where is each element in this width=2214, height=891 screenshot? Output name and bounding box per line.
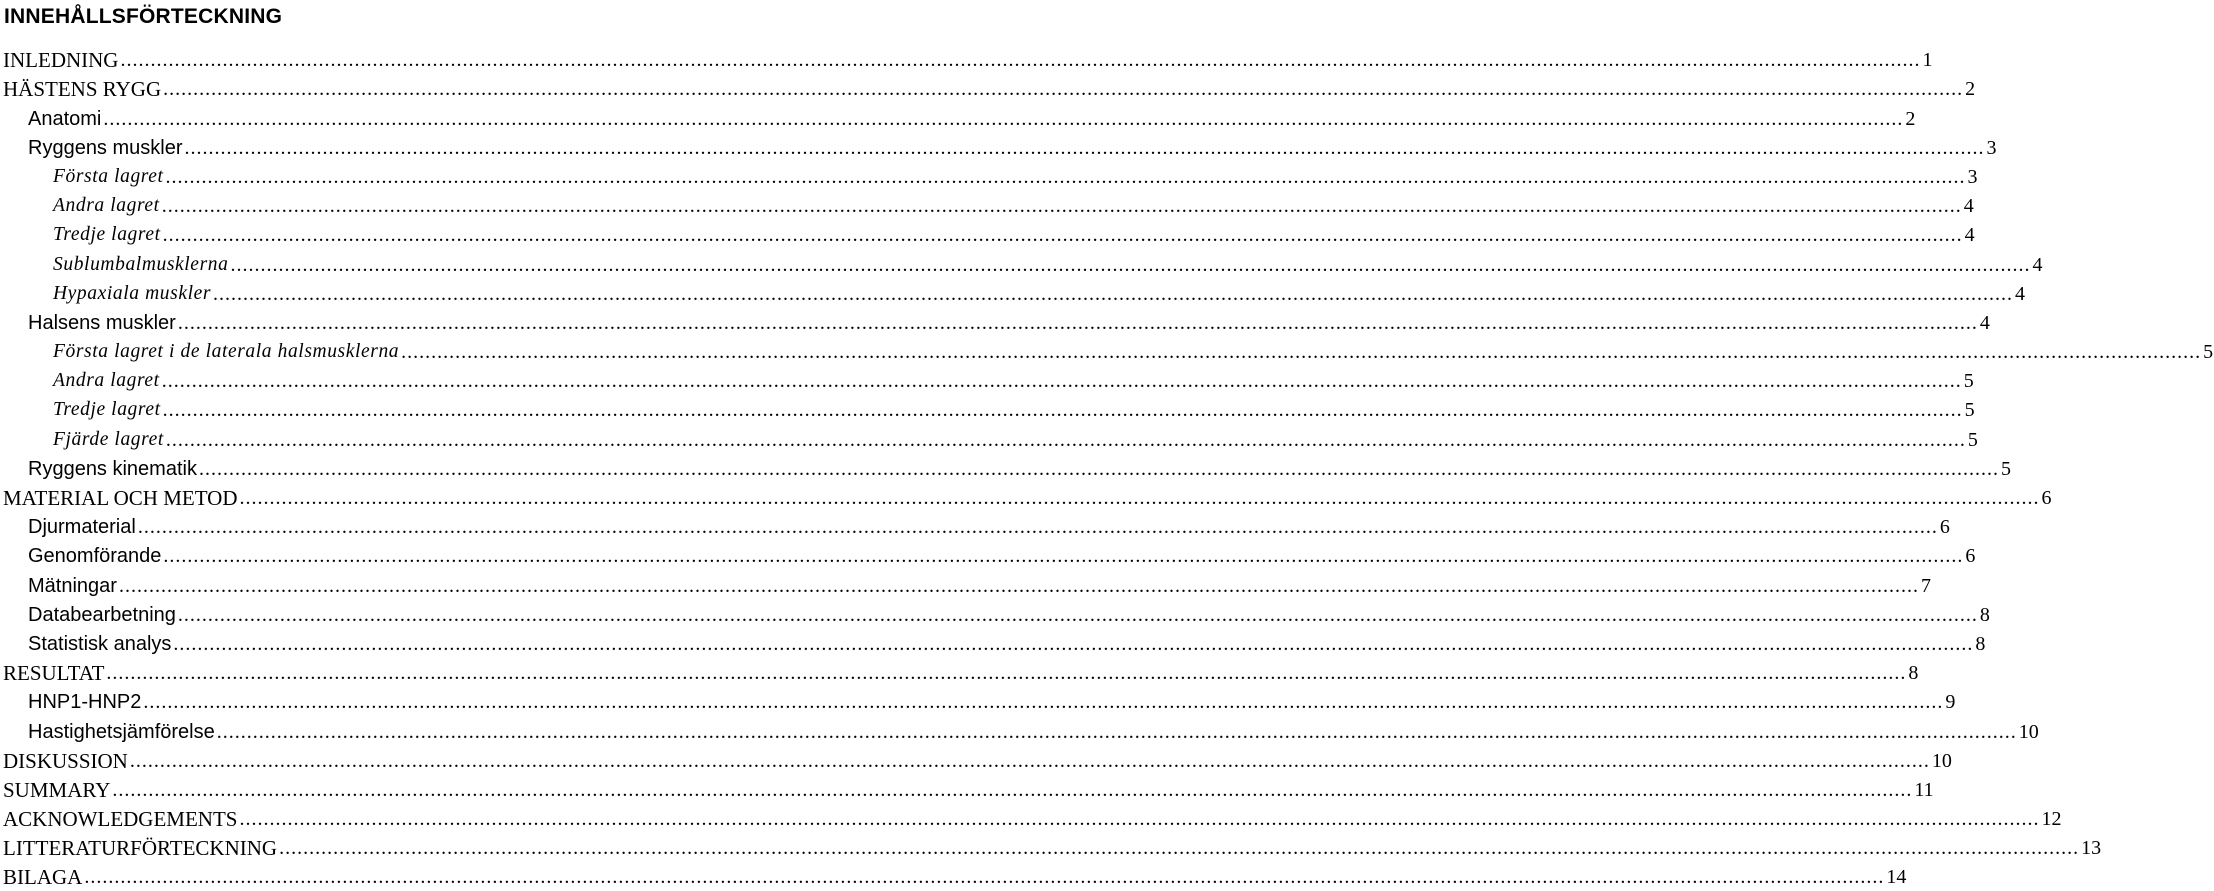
toc-entry-page-number: 3 <box>1986 136 1997 159</box>
toc-entry[interactable] <box>0 831 2102 861</box>
toc-entry[interactable] <box>0 627 1986 656</box>
dot-leader: ............................................................................................................................................................................................................................................................................................................ <box>198 457 1999 480</box>
dot-leader: ............................................................................................................................................................................................................................................................................................................ <box>163 78 1964 101</box>
toc-entry[interactable] <box>0 393 1976 422</box>
toc-entry-label: LITTERATURFÖRTECKNING <box>3 836 278 861</box>
dot-leader: ............................................................................................................................................................................................................................................................................................................ <box>112 778 1913 801</box>
toc-entry[interactable] <box>0 277 2026 306</box>
toc-entry-label: Djurmaterial <box>28 516 136 539</box>
toc-entry[interactable] <box>0 43 1933 73</box>
toc-entry-page-number: 10 <box>1931 749 1952 772</box>
dot-leader: ............................................................................................................................................................................................................................................................................................................ <box>216 720 2017 743</box>
toc-entry-label: Hypaxiala muskler <box>53 282 212 304</box>
toc-entry-page-number: 5 <box>1967 428 1979 451</box>
toc-entry[interactable] <box>0 72 1976 102</box>
toc-entry-page-number: 6 <box>1965 545 1976 568</box>
toc-entry-page-number: 10 <box>2018 720 2039 743</box>
toc-entry-page-number: 4 <box>2032 253 2044 276</box>
dot-leader: ............................................................................................................................................................................................................................................................................................................ <box>230 253 2031 276</box>
toc-entry-label: RESULTAT <box>3 661 105 686</box>
toc-entry-page-number: 8 <box>1975 632 1986 655</box>
dot-leader: ............................................................................................................................................................................................................................................................................................................ <box>137 516 1938 539</box>
toc-entry-page-number: 6 <box>1939 516 1950 539</box>
dot-leader: ............................................................................................................................................................................................................................................................................................................ <box>165 165 1966 188</box>
dot-leader: ............................................................................................................................................................................................................................................................................................................ <box>213 282 2014 305</box>
toc-entry[interactable] <box>0 189 1975 218</box>
dot-leader: ............................................................................................................................................................................................................................................................................................................ <box>279 837 2080 860</box>
toc-entry[interactable] <box>0 364 1975 393</box>
toc-entry[interactable] <box>0 539 1976 568</box>
toc-entry[interactable] <box>0 656 1919 686</box>
dot-leader: ............................................................................................................................................................................................................................................................................................................ <box>165 428 1966 451</box>
toc-entry[interactable] <box>0 568 1931 597</box>
toc-entry[interactable] <box>0 452 2011 481</box>
dot-leader: ............................................................................................................................................................................................................................................................................................................ <box>177 311 1978 334</box>
toc-list <box>0 43 2214 890</box>
dot-leader: ............................................................................................................................................................................................................................................................................................................ <box>84 866 1885 889</box>
toc-entry-page-number: 9 <box>1945 691 1956 714</box>
toc-entry-page-number: 12 <box>2041 808 2062 831</box>
toc-entry-page-number: 8 <box>1979 603 1990 626</box>
toc-entry-label: ACKNOWLEDGEMENTS <box>3 807 238 832</box>
toc-entry-label: INLEDNING <box>3 48 119 73</box>
toc-entry-label: Ryggens muskler <box>28 136 183 159</box>
toc-entry[interactable] <box>0 802 2062 832</box>
toc-entry-label: BILAGA <box>3 865 83 890</box>
toc-entry-page-number: 8 <box>1908 662 1919 685</box>
toc-entry-label: SUMMARY <box>3 777 111 802</box>
dot-leader: ............................................................................................................................................................................................................................................................................................................ <box>163 545 1964 568</box>
dot-leader: ............................................................................................................................................................................................................................................................................................................ <box>184 136 1985 159</box>
toc-entry-page-number: 5 <box>2000 457 2011 480</box>
toc-entry[interactable] <box>0 860 1907 890</box>
toc-entry-page-number: 7 <box>1920 574 1931 597</box>
toc-entry-label: HÄSTENS RYGG <box>3 77 162 102</box>
dot-leader: ............................................................................................................................................................................................................................................................................................................ <box>401 341 2202 364</box>
toc-entry-page-number: 3 <box>1967 165 1979 188</box>
dot-leader: ............................................................................................................................................................................................................................................................................................................ <box>129 749 1930 772</box>
toc-entry-label: Mätningar <box>28 574 117 597</box>
toc-entry-label: Anatomi <box>28 107 102 130</box>
toc-entry-page-number: 14 <box>1886 866 1907 889</box>
toc-entry[interactable] <box>0 247 2044 276</box>
dot-leader: ............................................................................................................................................................................................................................................................................................................ <box>239 487 2040 509</box>
toc-entry-page-number: 5 <box>1963 370 1975 393</box>
toc-entry[interactable] <box>0 131 1997 160</box>
toc-entry-label: Statistisk analys <box>28 632 172 655</box>
toc-entry[interactable] <box>0 598 1990 627</box>
toc-entry-page-number: 13 <box>2081 837 2102 860</box>
toc-entry-page-number: 4 <box>1963 195 1975 218</box>
toc-entry[interactable] <box>0 101 1916 130</box>
toc-entry-label: Sublumbalmusklerna <box>53 253 229 275</box>
toc-entry-page-number: 4 <box>2015 282 2026 305</box>
toc-entry[interactable] <box>0 685 1956 714</box>
toc-entry-label: Tredje lagret <box>53 399 161 421</box>
toc-entry[interactable] <box>0 335 2214 364</box>
toc-entry-page-number: 6 <box>2041 487 2052 509</box>
toc-entry-label: Tredje lagret <box>53 224 161 246</box>
toc-entry-label: Första lagret i de laterala halsmusklerna <box>53 341 400 363</box>
toc-entry-label: Hastighetsjämförelse <box>28 720 215 743</box>
toc-entry-page-number: 4 <box>1964 224 1976 247</box>
toc-entry-label: DISKUSSION <box>3 748 128 773</box>
toc-entry[interactable] <box>0 773 1934 802</box>
dot-leader: ............................................................................................................................................................................................................................................................................................................ <box>173 632 1974 655</box>
dot-leader: ............................................................................................................................................................................................................................................................................................................ <box>161 370 1962 393</box>
toc-entry-page-number: 11 <box>1914 778 1934 801</box>
toc-entry-page-number: 1 <box>1922 49 1933 72</box>
dot-leader: ............................................................................................................................................................................................................................................................................................................ <box>162 399 1963 422</box>
toc-entry-label: Fjärde lagret <box>53 428 164 450</box>
dot-leader: ............................................................................................................................................................................................................................................................................................................ <box>239 808 2040 831</box>
toc-entry[interactable] <box>0 160 1979 189</box>
page-title: INNEHÅLLSFÖRTECKNING <box>4 5 283 28</box>
toc-entry-page-number: 5 <box>1964 399 1976 422</box>
toc-entry-label: Genomförande <box>28 545 162 568</box>
toc-entry-label: Halsens muskler <box>28 311 176 334</box>
dot-leader: ............................................................................................................................................................................................................................................................................................................ <box>120 49 1921 72</box>
toc-entry-label: Andra lagret <box>53 195 160 217</box>
dot-leader: ............................................................................................................................................................................................................................................................................................................ <box>118 574 1919 597</box>
toc-entry-label: Ryggens kinematik <box>28 457 197 480</box>
dot-leader: ............................................................................................................................................................................................................................................................................................................ <box>103 107 1904 130</box>
toc-entry-page-number: 4 <box>1979 311 1990 334</box>
toc-entry[interactable] <box>0 218 1976 247</box>
toc-entry-label: MATERIAL OCH METOD <box>3 486 238 510</box>
toc-entry[interactable] <box>0 481 2052 510</box>
toc-entry-label: Andra lagret <box>53 370 160 392</box>
dot-leader: ............................................................................................................................................................................................................................................................................................................ <box>177 603 1978 626</box>
toc-entry-page-number: 2 <box>1905 107 1916 130</box>
toc-entry-label: Databearbetning <box>28 603 176 626</box>
toc-entry-label: HNP1-HNP2 <box>28 691 142 714</box>
dot-leader: ............................................................................................................................................................................................................................................................................................................ <box>161 195 1962 218</box>
dot-leader: ............................................................................................................................................................................................................................................................................................................ <box>143 691 1944 714</box>
dot-leader: ............................................................................................................................................................................................................................................................................................................ <box>162 224 1963 247</box>
dot-leader: ............................................................................................................................................................................................................................................................................................................ <box>106 662 1907 685</box>
toc-entry[interactable] <box>0 744 1952 773</box>
toc-entry[interactable] <box>0 714 2039 743</box>
toc-entry-label: Första lagret <box>53 165 164 187</box>
toc-entry-page-number: 5 <box>2203 341 2214 364</box>
toc-entry-page-number: 2 <box>1965 78 1976 101</box>
toc-entry[interactable] <box>0 510 1950 539</box>
toc-entry[interactable] <box>0 422 1979 451</box>
toc-entry[interactable] <box>0 306 1990 335</box>
